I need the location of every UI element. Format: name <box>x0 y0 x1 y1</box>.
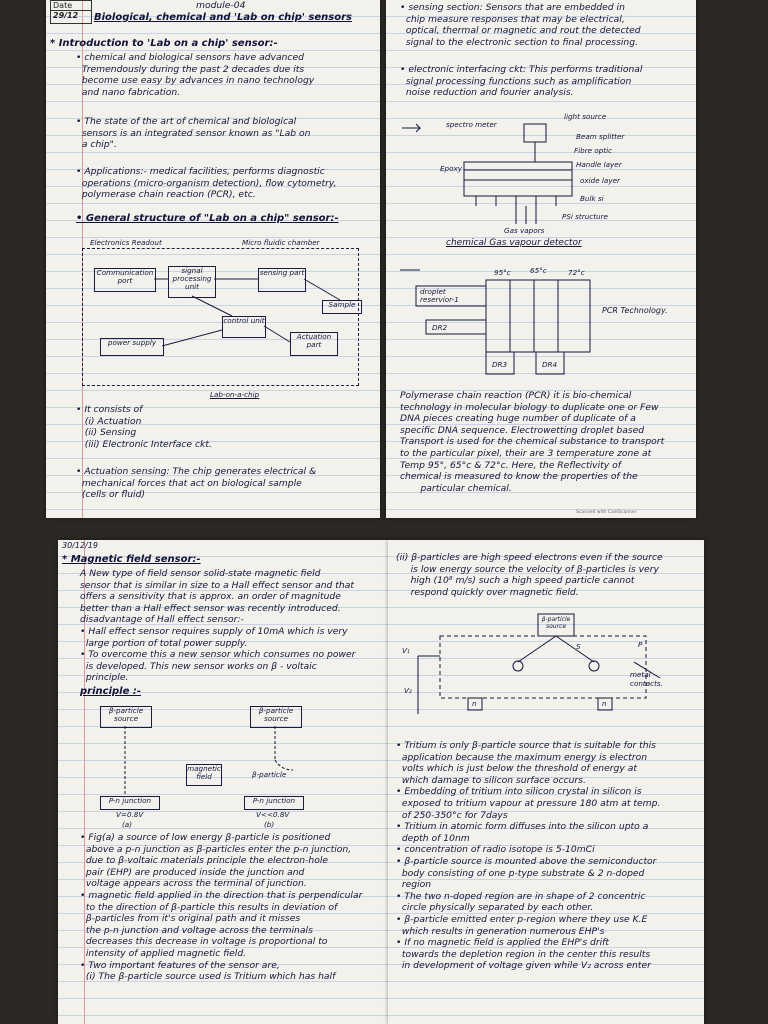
module-label: module-04 <box>196 0 246 11</box>
notebook-page-1 <box>46 0 380 518</box>
beta-source-b-box: β-particle source <box>250 706 302 728</box>
communication-port-box: Communication port <box>94 268 156 292</box>
consists-list: • It consists of (i) Actuation (ii) Sensing (iii) Electronic Interface ckt. <box>76 404 212 450</box>
dr3-label: DR3 <box>492 360 508 369</box>
pcr-diagram <box>396 262 692 386</box>
intro-bullet: • chemical and biological sensors have advanced Tremendously during the past 2 decades due its become use easy by advances in nano technology and nano fabrication. <box>76 52 315 98</box>
notebook-page-4 <box>388 540 704 1024</box>
date-box <box>50 0 92 24</box>
intro-bullet: • Applications:- medical facilities, performs diagnostic operations (micro-organism detection), flow cytometry, polymerase chain reaction (PCR), etc. <box>76 166 337 201</box>
caption-b: (b) <box>264 820 275 829</box>
diagram-caption: Lab-on-a-chip <box>210 390 260 399</box>
v2-label: V₂ <box>404 686 412 695</box>
gas-vapour-detector-diagram <box>396 110 692 250</box>
light-source-label: light source <box>564 112 607 121</box>
p-label: P <box>638 640 643 649</box>
pcr-paragraph: Polymerase chain reaction (PCR) it is bio-chemical technology in molecular biology to duplicate one or Few DNA pieces creating huge number of duplicate of a specific DNA sequence. Electrowetting droplet based Transport is used for the chemical substance to transport to the particular pixel, their are 3 temperature zone at Temp 95°, 65°c & 72°c. Here, the Reflectivity of chemical is measured to know the properties of the particular chemical. <box>400 390 665 494</box>
metal-contacts-label: metal contacts. <box>630 670 663 688</box>
gas-detector-caption: chemical Gas vapour detector <box>446 238 582 248</box>
power-supply-box: power supply <box>100 338 164 356</box>
control-unit-box: control unit <box>222 316 266 338</box>
magnetic-body-text: • Fig(a) a source of low energy β-particle is positioned above a p-n junction as β-particles enter the p-n junction, due to β-voltaic materials principle the electron-hole pair (EHP) are produced inside the junction and voltage appears across the terminal of junction. • magnetic field applied in the direction that is perpendicular to the direction of β-particle this results in deviation of β-particles from it's original path and it misses the p-n junction and voltage across the terminals decreases this decrease in voltage is proportional to intensity of applied magnetic field. • Two important features of the sensor are, (i) The β-particle source used is Tritium which has half <box>80 832 363 983</box>
scanner-watermark: Scanned with CamScanner <box>576 510 637 515</box>
dr4-label: DR4 <box>542 360 558 369</box>
electronic-interfacing-text: • electronic interfacing ckt: This performs traditional signal processing functions such as amplification noise reduction and fourier analysis. <box>400 64 643 99</box>
pn-junction-a-box: P-n junction <box>100 796 160 810</box>
beta-particle-label: β-particle <box>252 770 287 779</box>
tritium-bullets: • Tritium is only β-particle source that is suitable for this application because the maximum energy is electron volts which is just below the threshold of energy at which damage to silicon surface occurs. • Embedding of tritium into silicon crystal in silicon is exposed to tritium vapour at pressure 180 atm at temp. of 250-350°c for 7days • Tritium in atomic form diffuses into the silicon upto a depth of 10nm • concentration of radio isotope is 5-10mCi • β-particle source is mounted above the semiconductor body consisting of one p-type substrate & 2 n-doped region • The two n-doped region are in shape of 2 concentric circle physically separated by each other. • β-particle emitted enter p-region where they use K.E which results in generation numerous EHP's • If no magnetic field is applied the EHP's drift towards the depletion region in the center this results in development of voltage given while V₂ across enter <box>396 740 661 972</box>
principle-heading: principle :- <box>80 686 141 697</box>
psi-structure-label: PSi structure <box>562 212 608 221</box>
microfluidic-chamber-label: Micro fluidic chamber <box>242 238 320 247</box>
intro-heading: * Introduction to 'Lab on a chip' sensor:- <box>50 38 278 49</box>
sample-box: Sample <box>322 300 362 314</box>
magnetic-heading: * Magnetic field sensor:- <box>62 554 201 565</box>
temp-95-label: 95°c <box>494 268 511 277</box>
handle-layer-label: Handle layer <box>576 160 622 169</box>
beta-speed-text: (ii) β-particles are high speed electrons even if the source is low energy source the velocity of β-particles is very high (10⁸ m/s) such a high speed particle cannot respond quickly over magnetic field. <box>396 552 663 598</box>
sensing-section-text: • sensing section: Sensors that are embedded in chip measure responses that may be electrical, optical, thermal or magnetic and rout the detected signal to the electronic section to final processing. <box>400 2 641 48</box>
voltage-a-label: V=0.8V <box>116 810 144 819</box>
sensing-part-box: sensing part <box>258 268 306 292</box>
n-region-label-1: n <box>472 699 477 708</box>
dr2-label: DR2 <box>432 323 448 332</box>
intro-bullet: • The state of the art of chemical and biological sensors is an integrated sensor known as "Lab on a chip". <box>76 116 311 151</box>
pn-junction-b-box: P-n junction <box>244 796 304 810</box>
beta-source-label: β-particle source <box>541 616 571 630</box>
sensor-cross-section-diagram <box>398 606 698 726</box>
date-value: 29/12 <box>53 11 79 20</box>
fibre-optic-label: Fibre optic <box>574 146 613 155</box>
beta-source-a-box: β-particle source <box>100 706 152 728</box>
v1-label: V₁ <box>402 646 410 655</box>
gas-vapors-label: Gas vapors <box>504 226 545 235</box>
epoxy-label: Epoxy <box>440 164 463 173</box>
spectrometer-label: spectro meter <box>446 120 497 129</box>
actuation-part-box: Actuation part <box>290 332 338 356</box>
s-label: S <box>576 642 581 651</box>
caption-a: (a) <box>122 820 133 829</box>
beta-voltaic-diagram <box>94 700 364 829</box>
oxide-layer-label: oxide layer <box>580 176 620 185</box>
beta-diagram-arrows <box>94 700 364 826</box>
voltage-b-label: V<<0.8V <box>256 810 290 819</box>
notebook-page-2 <box>386 0 696 518</box>
pcr-technology-label: PCR Technology. <box>602 306 668 315</box>
beam-splitter-label: Beam splitter <box>576 132 625 141</box>
droplet-reservoir-label: droplet reservior-1 <box>420 287 459 304</box>
date-label: Date <box>51 1 91 11</box>
temp-72-label: 72°c <box>568 268 585 277</box>
notebook-page-3 <box>58 540 388 1024</box>
magnetic-intro: A New type of field sensor solid-state magnetic field sensor that is similar in size to a Hall effect sensor and that offers a sensitivity that is approx. an order of magnitude better than a Hall effect sensor was recently introduced. disadvantage of Hall effect sensor:- • Hall effect sensor requires supply of 10mA which is very large portion of total power supply. • To overcome this a new sensor which consumes no power is developed. This new sensor works on β - voltaic principle. <box>80 568 356 684</box>
actuation-sensing-text: • Actuation sensing: The chip generates electrical & mechanical forces that act on biological sample (cells or fluid) <box>76 466 317 501</box>
page-title: Biological, chemical and 'Lab on chip' sensors <box>94 12 352 23</box>
structure-heading: • General structure of "Lab on a chip" sensor:- <box>76 213 339 224</box>
electronics-readout-label: Electronics Readout <box>90 238 162 247</box>
magnetic-field-box: magnetic field <box>186 764 222 786</box>
lab-on-chip-diagram <box>82 238 372 399</box>
date-value: 30/12/19 <box>62 541 98 550</box>
n-region-label-2: n <box>602 699 607 708</box>
bulk-si-label: Bulk si <box>580 194 604 203</box>
diagram-connectors <box>82 238 372 388</box>
signal-processing-unit-box: signal processing unit <box>168 266 216 298</box>
temp-65-label: 65°c <box>530 266 547 275</box>
